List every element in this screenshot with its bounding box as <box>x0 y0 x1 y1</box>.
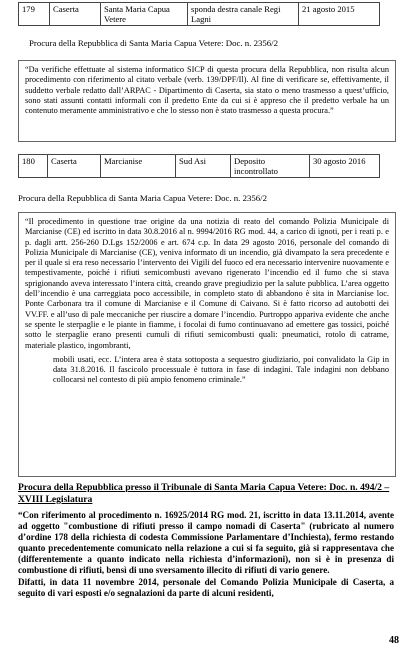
table-cell-province: Caserta <box>48 155 101 178</box>
record-table-180 <box>18 154 380 178</box>
body-paragraph: “Con riferimento al procedimento n. 16925/2014 RG mod. 21, iscritto in data 13.11.2014, avente ad oggetto "combustione di rifiuti presso il campo nomadi di Caserta" (rubricato al numero d’ordine 178 della richiesta di codesta Commissione Parlamentare d’Inchiesta), fermo restando quanto precedentemente comunicato nella relazione a cui si fa seguito, già si rappresentava che (differentemente a quanto indicato nella richiesta d’informazioni), non si è in presenza di combustione di rifiuti, bensì di uno sversamento illecito di rifiuti di vario genere. <box>18 510 394 576</box>
table-cell-location: Sud Asi <box>176 155 231 178</box>
table-cell-type: Deposito incontrollato <box>231 155 310 178</box>
table-cell-province: Caserta <box>50 3 101 26</box>
quote-text: “Da verifiche effettuate al sistema informatico SICP di questa procura della Repubblica, non risulta alcun procedimento con riferimento al citato verbale (verb. 139/DPF/Il). Al fine di verificare se, effettivamente, il suddetto verbale redatto dall’ARPAC - Dipartimento di Caserta, sia stato o meno trasmesso a quest’ufficio, sono stati assunti contatti informali con il predetto Ente da cui si è appreso che il predetto verbale ha un contenuto meramente amministrativo e che lo stesso non è stato trasmesso a questa procura.” <box>25 65 389 116</box>
source-citation: Procura della Repubblica di Santa Maria Capua Vetere: Doc. n. 2356/2 <box>18 193 268 203</box>
quote-text-continuation: mobili usati, ecc. L’intera area è stata sottoposta a sequestro giudiziario, poi convalidato la Gip in data 31.8.2016. Il fascicolo processuale è tuttora in fase di indagini. Tale indagini non debbano collocarsi nel contesto di più ampio fenomeno criminale.” <box>53 354 389 385</box>
table-cell-municipality: Santa Maria Capua Vetere <box>101 3 188 26</box>
table-row <box>19 3 380 26</box>
table-cell-date: 21 agosto 2015 <box>299 3 380 26</box>
table-row <box>19 155 380 178</box>
quote-box <box>18 212 396 477</box>
page-number: 48 <box>389 635 399 646</box>
table-cell-date: 30 agosto 2016 <box>310 155 380 178</box>
body-text <box>18 510 394 599</box>
body-paragraph: Difatti, in data 11 novembre 2014, personale del Comando Polizia Municipale di Caserta, a seguito di vari esposti e/o segnalazioni da parte di alcuni residenti, <box>18 576 394 598</box>
table-cell-number: 180 <box>19 155 48 178</box>
section-heading: Procura della Repubblica presso il Tribunale di Santa Maria Capua Vetere: Doc. n. 494/2 – XVIII Legislatura <box>18 482 390 505</box>
table-cell-municipality: Marcianise <box>101 155 176 178</box>
table-cell-number: 179 <box>19 3 50 26</box>
quote-text: “Il procedimento in questione trae origine da una notizia di reato del comando Polizia Municipale di Marcianise (CE) ed iscritto in data 30.8.2016 al n. 9994/2016 RG mod. 44, a carico di ignoti, per i reati p. e p. dagli artt. 256-260 D.Lgs 152/2006 e art. 674 c.p. In data 29 agosto 2016, personale del comando di Polizia Municipale di Marcianise (CE), veniva informato di un incendio, già divampato la sera precedente e per il quale si era reso necessario l’intervento dei Vigili del fuoco ed era necessario intervenire nuovamente e tempestivamente, poiché i rifiuti semicombusti avevano rigenerato l’incendio ed il fumo che si stava sprigionando aveva interessato l’intera città, creando grave pregiudizio per la salute pubblica. L’area oggetto dell’incendio è una carreggiata poco accessibile, in completo stato di abbandono è sita in Marcianise loc. Ponte Carbonara tra il comune di Marcianise e il Comune di Caivano. Si è fatto ricorso ad autobotti dei VV.FF. e all’uso di pale meccaniche per riuscire a domare l’incendio. Purtroppo appariva evidente che anche se spente le sterpaglie e le piante in fiamme, i focolai di fumo continuavano ad emettere gas tossici, poiché sotto le sterpaglie erano presenti cumuli di rifiuti semicombusti quali: pneumatici, rotolo di catrame, materiale plastico, ingombranti, <box>25 217 389 350</box>
record-table-179 <box>18 2 380 26</box>
table-cell-location: sponda destra canale Regi Lagni <box>188 3 299 26</box>
quote-box <box>18 60 396 142</box>
source-citation: Procura della Repubblica di Santa Maria Capua Vetere: Doc. n. 2356/2 <box>29 38 279 48</box>
